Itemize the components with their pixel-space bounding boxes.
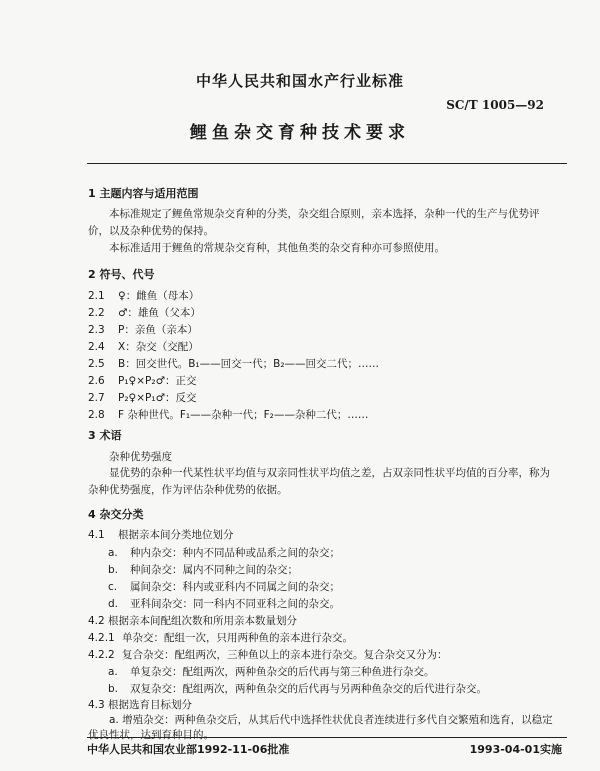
subsection-4-2-1 <box>88 630 353 645</box>
item-text: F 杂种世代。F₁——杂种一代；F₂——杂种二代；…… <box>118 409 369 421</box>
item-letter: c. <box>108 581 118 593</box>
list-item <box>108 596 340 611</box>
item-number: 4.2 <box>88 615 105 627</box>
item-number: 4.1 <box>88 529 105 541</box>
subsection-4-1 <box>88 527 234 542</box>
item-text: P₁♀×P₂♂：正交 <box>118 375 197 387</box>
standard-code: SC/T 1005—92 <box>446 98 544 112</box>
footer-divider <box>87 737 567 738</box>
list-item <box>88 373 196 388</box>
item-text: B：回交世代。B₁——回交一代；B₂——回交二代；…… <box>118 358 380 370</box>
item-text: 根据选育目标划分 <box>108 699 192 711</box>
section-3-heading: 3 术语 <box>88 429 122 442</box>
item-text: 亚科间杂交：同一科内不同亚科之间的杂交。 <box>130 598 340 610</box>
subsection-4-2 <box>88 613 297 628</box>
item-text: 根据亲本间配组次数和所用亲本数量划分 <box>108 615 297 627</box>
item-letter: b. <box>108 683 119 695</box>
effective-date: 1993-04-01实施 <box>469 743 562 756</box>
section-3-para: 显优势的杂种一代某性状平均值与双亲同性状平均值之差，占双亲同性状平均值的百分率，称为杂种优势强度，作为评估杂种优势的依据。 <box>88 467 550 496</box>
section-1-para-1: 本标准规定了鲤鱼常规杂交育种的分类，杂交组合原则，亲本选择，杂种一代的生产与优势评价，以及杂种优势的保持。 <box>88 208 540 237</box>
item-letter: d. <box>108 598 119 610</box>
item-text: 单复杂交：配组两次，两种鱼杂交的后代再与第三种鱼进行杂交。 <box>130 666 435 678</box>
item-text: 种间杂交：属内不同种之间的杂交； <box>130 564 298 576</box>
list-item <box>88 288 199 303</box>
list-item <box>108 579 340 594</box>
list-item <box>88 407 368 422</box>
item-text: 根据亲本间分类地位划分 <box>118 529 234 541</box>
term-name: 杂种优势强度 <box>109 451 172 463</box>
section-1-para-2: 本标准适用于鲤鱼的常规杂交育种，其他鱼类的杂交育种亦可参照使用。 <box>109 242 445 254</box>
item-letter: a. <box>108 666 118 678</box>
item-number: 2.3 <box>88 324 105 336</box>
item-letter: a. <box>108 547 118 559</box>
item-number: 4.3 <box>88 699 105 711</box>
document-title: 鲤鱼杂交育种技术要求 <box>190 123 410 143</box>
item-text: X：杂交（交配） <box>118 341 199 353</box>
list-item <box>88 390 196 405</box>
list-item <box>88 305 201 320</box>
list-item <box>108 681 487 696</box>
subsection-4-3 <box>88 697 192 712</box>
item-number: 4.2.2 <box>88 649 115 661</box>
item-text: ♀：雌鱼（母本） <box>118 290 200 302</box>
org-title: 中华人民共和国水产行业标准 <box>195 72 404 90</box>
item-number: 2.7 <box>88 392 105 404</box>
approval-text: 中华人民共和国农业部1992-11-06批准 <box>87 743 290 756</box>
list-item <box>88 356 379 371</box>
item-text: P：亲鱼（亲本） <box>118 324 198 336</box>
subsection-4-3-para: a. 增殖杂交：两种鱼杂交后，从其后代中选择性状优良者连续进行多代自交繁殖和选育，以稳定优良性状，达到育种目的。 <box>88 714 553 741</box>
item-number: 2.8 <box>88 409 105 421</box>
header-divider <box>87 163 567 164</box>
item-letter: b. <box>108 564 119 576</box>
list-item <box>108 664 435 679</box>
item-number: 2.5 <box>88 358 105 370</box>
item-text: 复合杂交：配组两次，三种鱼以上的亲本进行杂交。复合杂交又分为： <box>122 649 448 661</box>
list-item <box>88 322 198 337</box>
item-text: 种内杂交：种内不同品种或品系之间的杂交； <box>130 547 340 559</box>
item-number: 2.6 <box>88 375 105 387</box>
item-number: 2.2 <box>88 307 105 319</box>
item-number: 2.1 <box>88 290 105 302</box>
item-text: 属间杂交：科内或亚科内不同属之间的杂交； <box>130 581 340 593</box>
item-text: ♂：雄鱼（父本） <box>118 307 201 319</box>
subsection-4-2-2 <box>88 647 448 662</box>
item-number: 4.2.1 <box>88 632 115 644</box>
item-text: 双复杂交：配组两次，两种鱼杂交的后代再与另两种鱼杂交的后代进行杂交。 <box>130 683 487 695</box>
list-item <box>88 339 199 354</box>
item-text: 单杂交：配组一次，只用两种鱼的亲本进行杂交。 <box>122 632 353 644</box>
item-number: 2.4 <box>88 341 105 353</box>
item-text: P₂♀×P₁♂：反交 <box>118 392 197 404</box>
list-item <box>108 562 298 577</box>
section-4-heading: 4 杂交分类 <box>88 508 144 521</box>
section-1-heading: 1 主题内容与适用范围 <box>88 187 199 200</box>
section-2-heading: 2 符号、代号 <box>88 268 155 281</box>
list-item <box>108 545 340 560</box>
